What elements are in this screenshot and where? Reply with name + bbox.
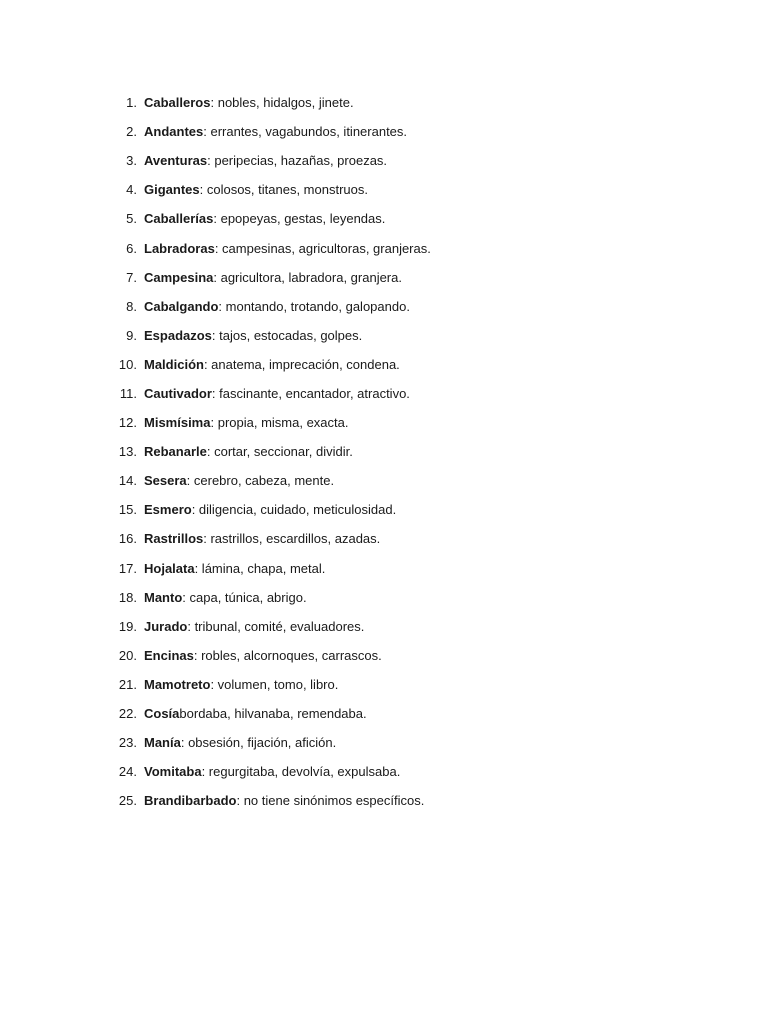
item-number: 1. bbox=[126, 95, 137, 111]
item-synonyms: : obsesión, fijación, afición. bbox=[180, 735, 337, 751]
synonym-list bbox=[100, 88, 431, 815]
list-item bbox=[100, 175, 431, 204]
item-term: Labradoras bbox=[144, 240, 215, 256]
list-item bbox=[100, 204, 431, 233]
list-item bbox=[100, 699, 431, 728]
item-number: 18. bbox=[118, 589, 137, 605]
item-synonyms: : cortar, seccionar, dividir. bbox=[206, 444, 353, 460]
item-number: 25. bbox=[118, 793, 137, 809]
item-synonyms: : peripecias, hazañas, proezas. bbox=[207, 153, 388, 169]
item-term: Maldición bbox=[144, 356, 204, 372]
item-term: Rastrillos bbox=[144, 531, 204, 547]
item-number: 6. bbox=[126, 240, 137, 256]
item-synonyms: : campesinas, agricultoras, granjeras. bbox=[214, 240, 431, 256]
item-number: 19. bbox=[118, 618, 137, 634]
item-term: Esmero bbox=[144, 502, 192, 518]
list-item bbox=[100, 524, 431, 553]
item-term: Cabalgando bbox=[144, 298, 219, 314]
item-synonyms: : fascinante, encantador, atractivo. bbox=[211, 385, 410, 401]
item-synonyms: : colosos, titanes, monstruos. bbox=[199, 182, 368, 198]
item-number: 22. bbox=[118, 706, 137, 722]
item-synonyms: bordaba, hilvanaba, remendaba. bbox=[179, 706, 367, 722]
item-synonyms: : no tiene sinónimos específicos. bbox=[236, 793, 425, 809]
item-term: Rebanarle bbox=[144, 444, 207, 460]
item-term: Cautivador bbox=[144, 385, 212, 401]
item-number: 24. bbox=[118, 764, 137, 780]
item-term: Campesina bbox=[144, 269, 214, 285]
item-term: Brandibarbado bbox=[144, 793, 237, 809]
item-term: Manía bbox=[144, 735, 181, 751]
item-number: 12. bbox=[118, 415, 137, 431]
list-item bbox=[100, 292, 431, 321]
item-synonyms: : diligencia, cuidado, meticulosidad. bbox=[191, 502, 397, 518]
item-number: 9. bbox=[126, 327, 137, 343]
item-synonyms: : errantes, vagabundos, itinerantes. bbox=[203, 124, 408, 140]
list-item bbox=[100, 233, 431, 262]
list-item bbox=[100, 88, 431, 117]
item-number: 7. bbox=[126, 269, 137, 285]
item-term: Aventuras bbox=[144, 153, 208, 169]
item-synonyms: : regurgitaba, devolvía, expulsaba. bbox=[201, 764, 401, 780]
list-item bbox=[100, 554, 431, 583]
list-item bbox=[100, 263, 431, 292]
item-number: 14. bbox=[118, 473, 137, 489]
list-item bbox=[100, 437, 431, 466]
item-number: 2. bbox=[126, 124, 137, 140]
item-term: Sesera bbox=[144, 473, 187, 489]
item-number: 13. bbox=[118, 444, 137, 460]
item-synonyms: : nobles, hidalgos, jinete. bbox=[210, 95, 354, 111]
list-item bbox=[100, 728, 431, 757]
item-synonyms: : montando, trotando, galopando. bbox=[218, 298, 410, 314]
list-item bbox=[100, 350, 431, 379]
item-term: Caballerías bbox=[144, 211, 214, 227]
item-number: 11. bbox=[119, 385, 137, 401]
item-term: Mismísima bbox=[144, 415, 211, 431]
item-term: Manto bbox=[144, 589, 183, 605]
list-item bbox=[100, 117, 431, 146]
item-number: 21. bbox=[118, 676, 137, 692]
item-term: Andantes bbox=[144, 124, 204, 140]
list-item bbox=[100, 321, 431, 350]
item-synonyms: : tajos, estocadas, golpes. bbox=[211, 327, 363, 343]
list-item bbox=[100, 583, 431, 612]
item-synonyms: : cerebro, cabeza, mente. bbox=[186, 473, 335, 489]
list-item bbox=[100, 495, 431, 524]
list-item bbox=[100, 757, 431, 786]
item-synonyms: : epopeyas, gestas, leyendas. bbox=[213, 211, 386, 227]
item-synonyms: : anatema, imprecación, condena. bbox=[203, 356, 400, 372]
item-number: 3. bbox=[126, 153, 137, 169]
item-synonyms: : propia, misma, exacta. bbox=[210, 415, 349, 431]
item-number: 20. bbox=[118, 647, 137, 663]
item-synonyms: : agricultora, labradora, granjera. bbox=[213, 269, 402, 285]
item-number: 8. bbox=[126, 298, 137, 314]
list-item bbox=[100, 641, 431, 670]
item-term: Mamotreto bbox=[144, 676, 211, 692]
item-number: 15. bbox=[118, 502, 137, 518]
item-term: Vomitaba bbox=[144, 764, 202, 780]
item-synonyms: : robles, alcornoques, carrascos. bbox=[193, 647, 382, 663]
item-synonyms: : lámina, chapa, metal. bbox=[194, 560, 326, 576]
list-item bbox=[100, 466, 431, 495]
item-synonyms: : capa, túnica, abrigo. bbox=[182, 589, 307, 605]
item-synonyms: : tribunal, comité, evaluadores. bbox=[187, 618, 365, 634]
item-term: Gigantes bbox=[144, 182, 200, 198]
item-synonyms: : rastrillos, escardillos, azadas. bbox=[203, 531, 381, 547]
list-item bbox=[100, 786, 431, 815]
item-synonyms: : volumen, tomo, libro. bbox=[210, 676, 339, 692]
item-term: Encinas bbox=[144, 647, 194, 663]
list-item bbox=[100, 670, 431, 699]
item-number: 23. bbox=[118, 735, 137, 751]
item-number: 17. bbox=[118, 560, 137, 576]
list-item bbox=[100, 408, 431, 437]
item-number: 4. bbox=[126, 182, 137, 198]
item-number: 16. bbox=[118, 531, 137, 547]
list-item bbox=[100, 379, 431, 408]
item-number: 5. bbox=[126, 211, 137, 227]
item-term: Jurado bbox=[144, 618, 188, 634]
list-item bbox=[100, 612, 431, 641]
item-term: Cosía bbox=[144, 706, 180, 722]
list-item bbox=[100, 146, 431, 175]
item-number: 10. bbox=[118, 356, 137, 372]
item-term: Hojalata bbox=[144, 560, 195, 576]
item-term: Caballeros bbox=[144, 95, 211, 111]
item-term: Espadazos bbox=[144, 327, 212, 343]
